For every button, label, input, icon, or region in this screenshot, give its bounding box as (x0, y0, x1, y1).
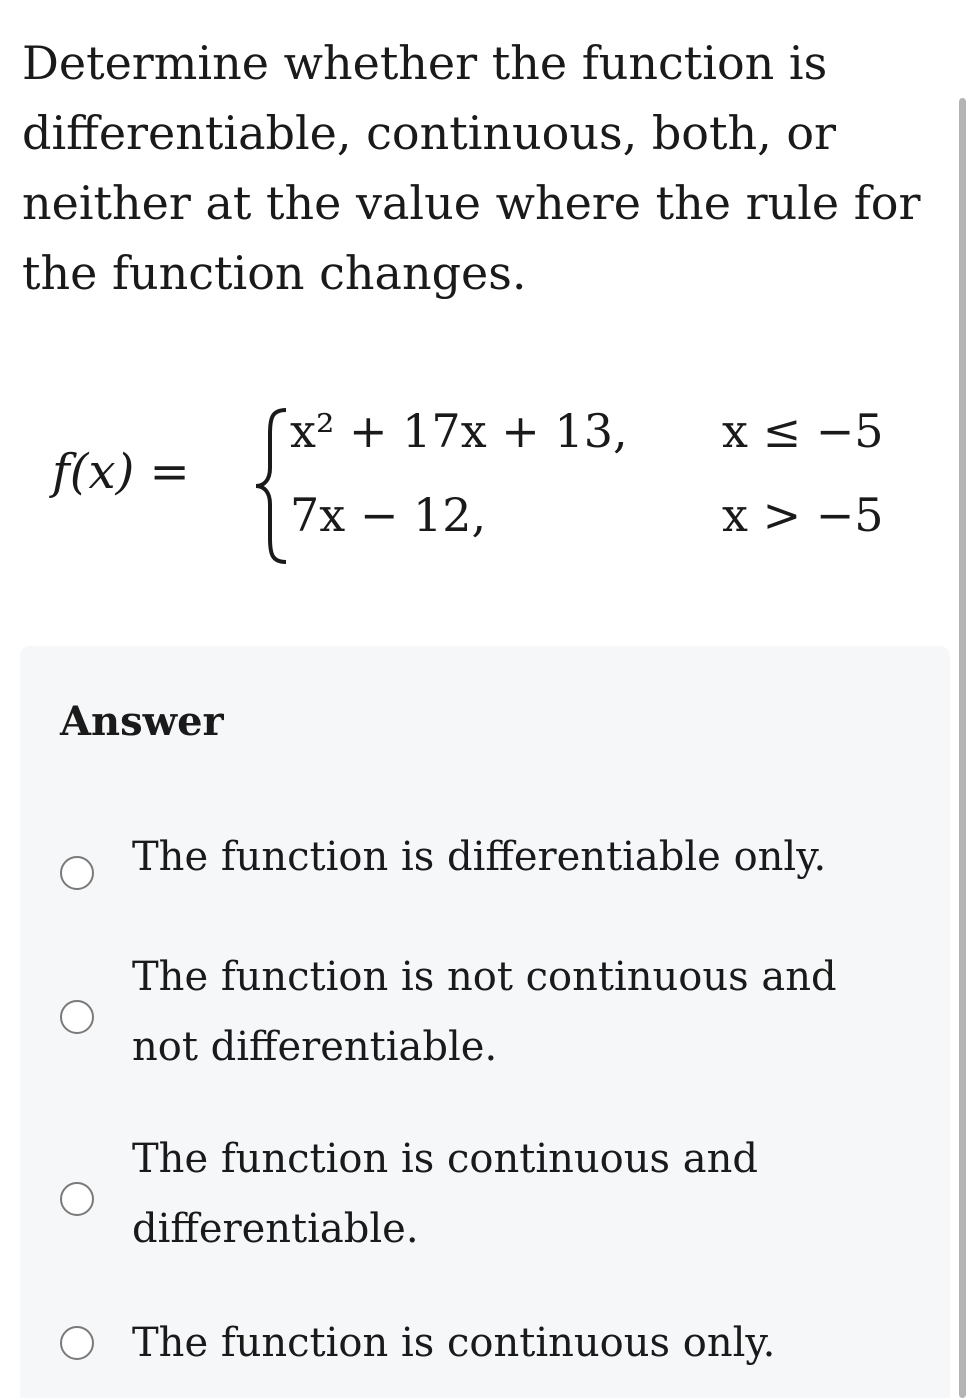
radio-button[interactable] (60, 1326, 94, 1360)
case-2-condition: x > −5 (722, 488, 884, 542)
radio-button[interactable] (60, 1182, 94, 1216)
left-brace-icon (252, 406, 292, 566)
radio-button[interactable] (60, 856, 94, 890)
case-1-condition: x ≤ −5 (722, 404, 884, 458)
option-label: The function is not continuous and not differentiable. (132, 954, 837, 1070)
answer-panel (20, 646, 950, 1398)
formula-lhs: f(x) = (52, 444, 190, 500)
case-1-expression: x² + 17x + 13, (290, 404, 628, 458)
option-label: The function is continuous and differentiable. (132, 1136, 758, 1252)
scrollbar[interactable] (959, 98, 966, 1398)
option-label: The function is differentiable only. (132, 834, 827, 880)
piecewise-formula (52, 396, 932, 576)
question-text: Determine whether the function is differentiable, continuous, both, or neither at the value where the rule for the function changes. (22, 36, 921, 300)
answer-title: Answer (60, 698, 224, 745)
option-label: The function is continuous only. (132, 1320, 776, 1366)
radio-button[interactable] (60, 1000, 94, 1034)
case-2-expression: 7x − 12, (290, 488, 487, 542)
